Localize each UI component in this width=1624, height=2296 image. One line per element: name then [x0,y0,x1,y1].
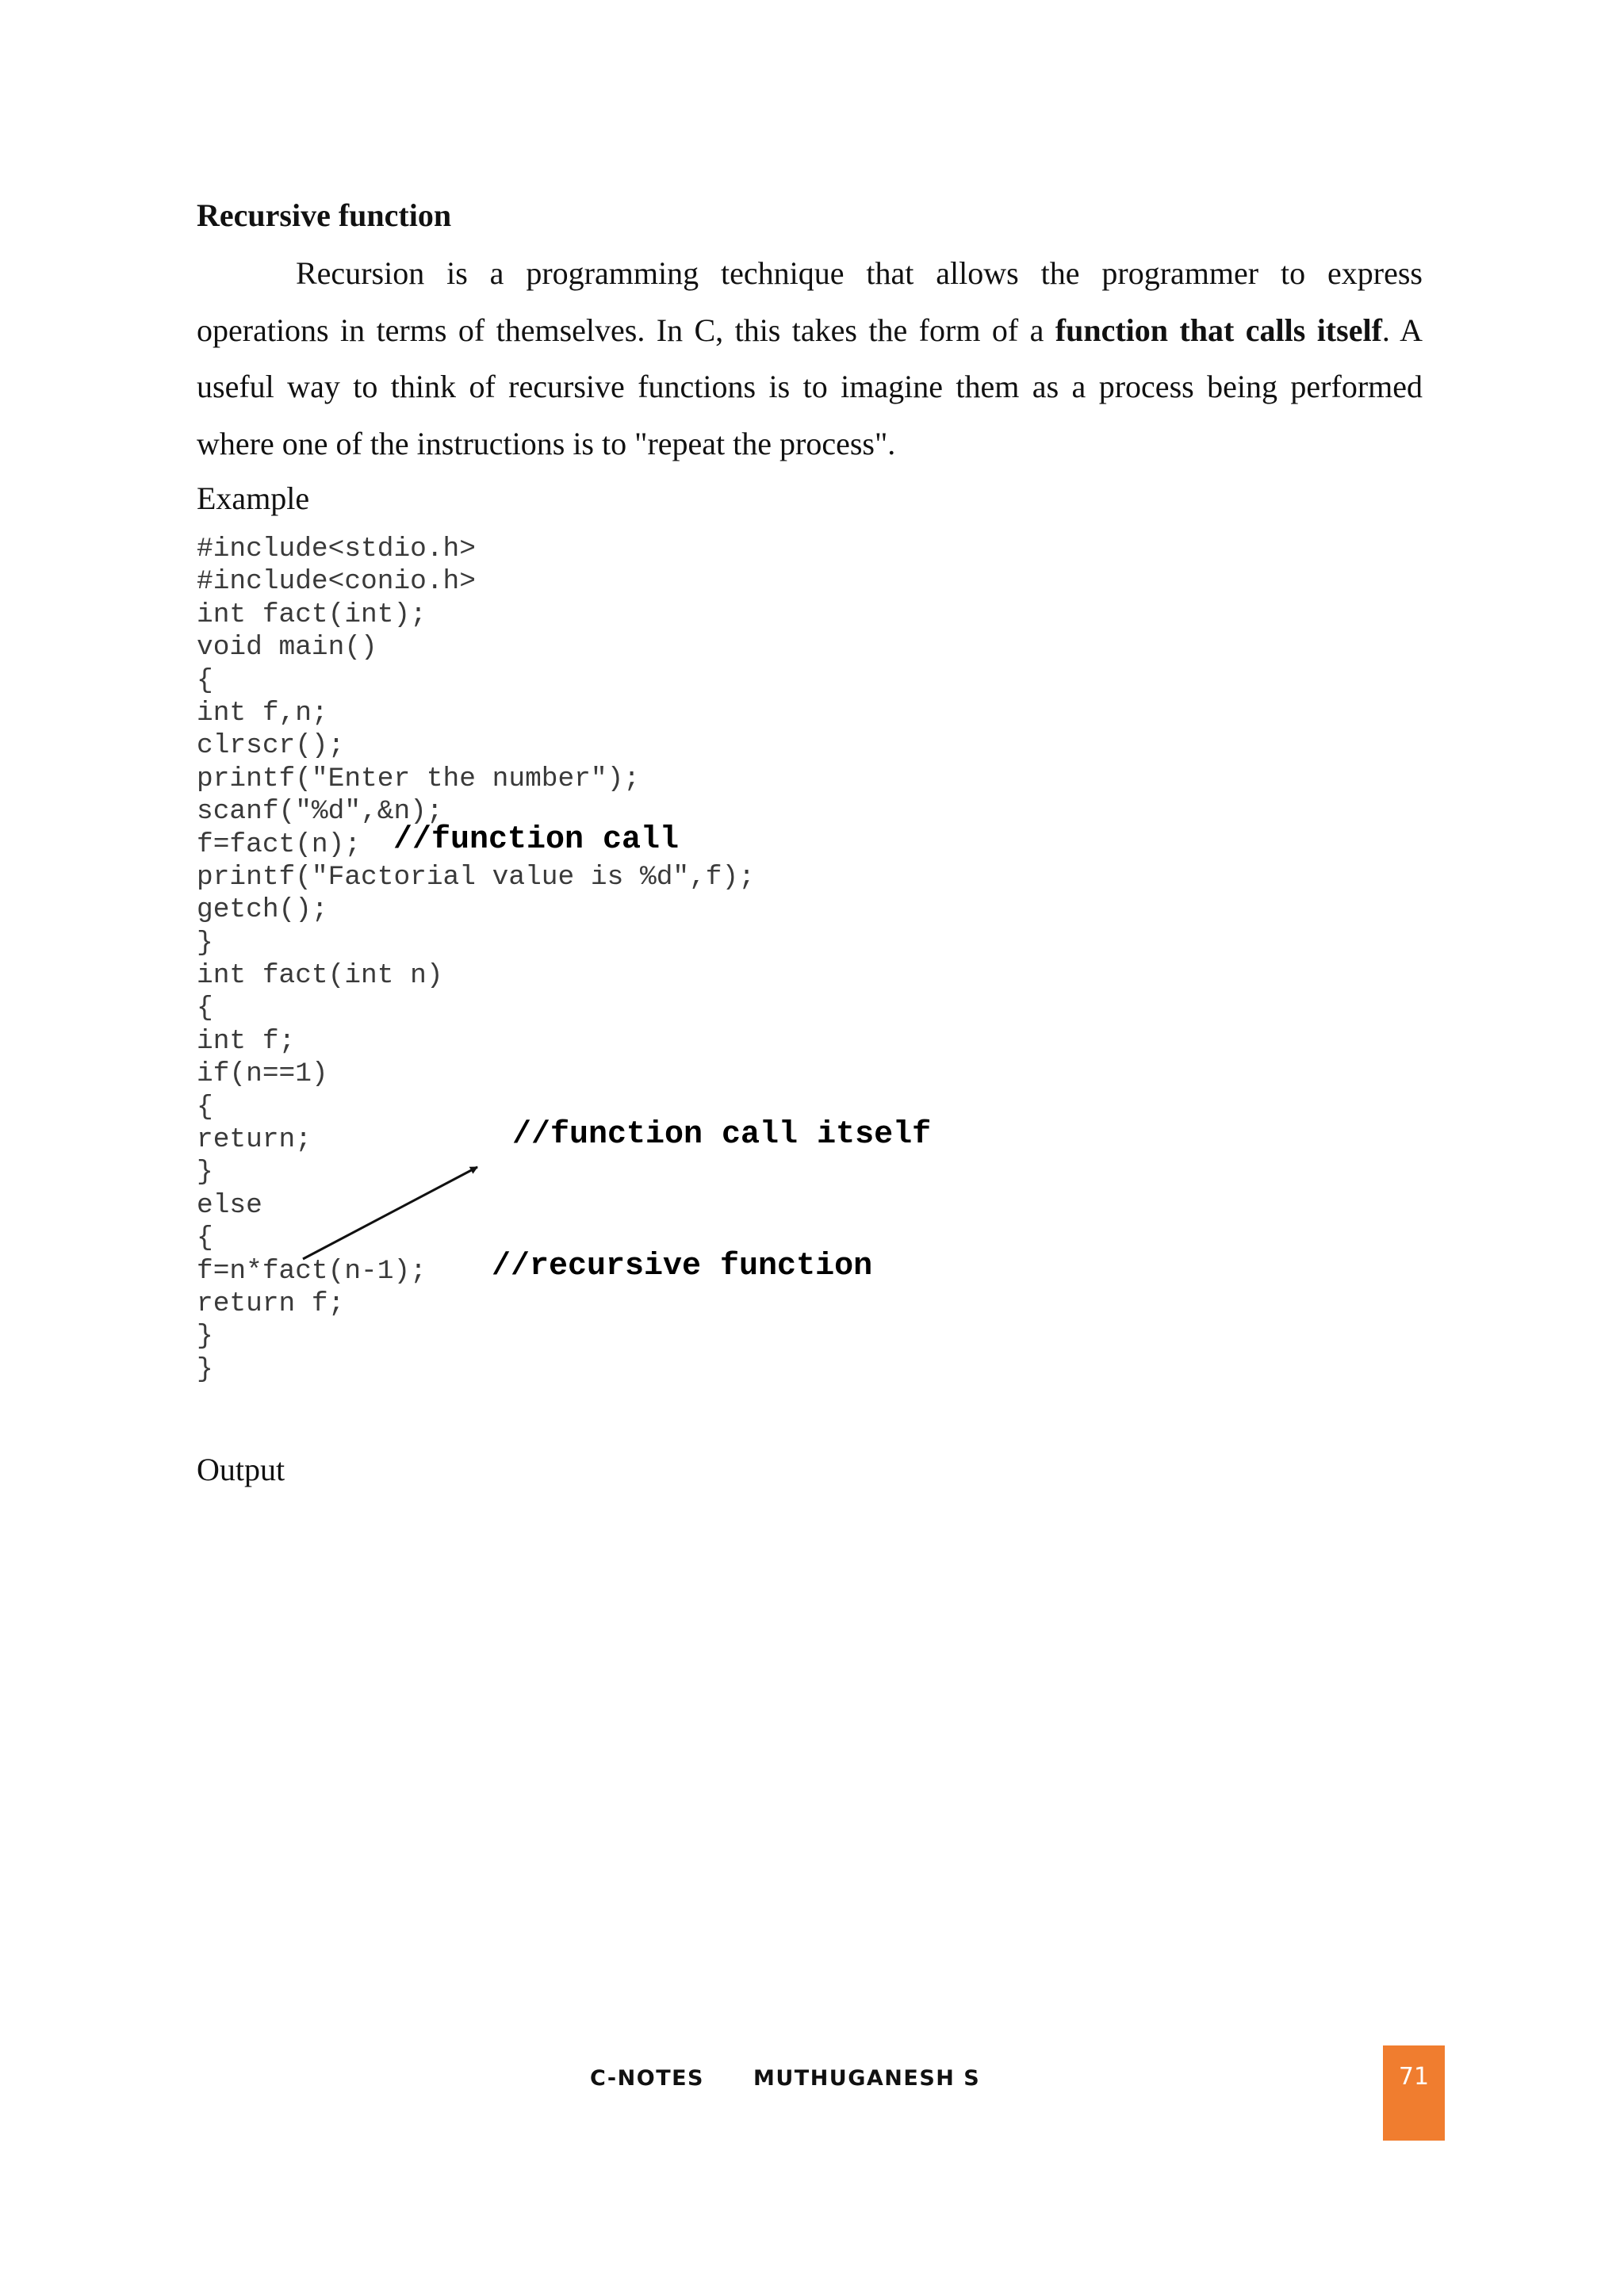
comment-function-call: //function call [393,821,680,858]
paragraph-line-1: Recursion is a programming technique that allows the programmer to express [296,255,1423,291]
code-line: int f; [197,1025,296,1057]
code-line: scanf("%d",&n); [197,796,443,828]
example-label: Example [197,480,310,516]
code-line: printf("Enter the number"); [197,763,640,794]
code-line: #include<stdio.h> [197,534,476,564]
code-line: { [197,1091,213,1123]
code-line: } [197,1321,213,1353]
code-line: else [197,1189,262,1221]
emphasis-text: function that calls itself [1055,312,1382,348]
code-line: return f; [197,1288,345,1319]
page-number: 71 [1398,2063,1430,2091]
code-line: getch(); [197,894,328,926]
code-line: clrscr(); [197,730,345,762]
code-line: { [197,664,213,696]
comment-recursive-function: //recursive function [492,1248,873,1284]
paragraph-line-2: operations in terms of themselves. In C, this takes the form of a function that calls itself. A [197,312,1423,348]
code-line: int f,n; [197,697,328,729]
code-line: } [197,927,213,959]
section-heading: Recursive function [197,197,452,233]
code-line-return: return; //function call itself [197,1117,932,1156]
code-line: if(n==1) [197,1058,328,1090]
footer-title: C-NOTES [590,2066,704,2091]
paragraph-line-3: useful way to think of recursive functions is to imagine them as a process being performed [197,369,1423,404]
output-label: Output [197,1452,285,1487]
code-line: printf("Factorial value is %d",f); [197,861,755,893]
code-line: void main() [197,632,377,664]
comment-function-call-itself: //function call itself [512,1117,932,1154]
code-line: { [197,1223,213,1254]
code-line: { [197,993,213,1024]
code-line: int fact(int n) [197,960,443,992]
code-line: } [197,1157,213,1188]
code-line-function-call: f=fact(n); //function call [197,821,680,860]
paragraph-line-4: where one of the instructions is to "repeat the process". [197,425,896,461]
footer-author: MUTHUGANESH S [753,2066,981,2091]
code-line: int fact(int); [197,599,427,630]
page-number-badge [1383,2045,1445,2141]
code-line: #include<conio.h> [197,566,476,598]
code-line: } [197,1353,213,1385]
code-line-recursive: f=n*fact(n-1); //recursive function [197,1248,873,1287]
